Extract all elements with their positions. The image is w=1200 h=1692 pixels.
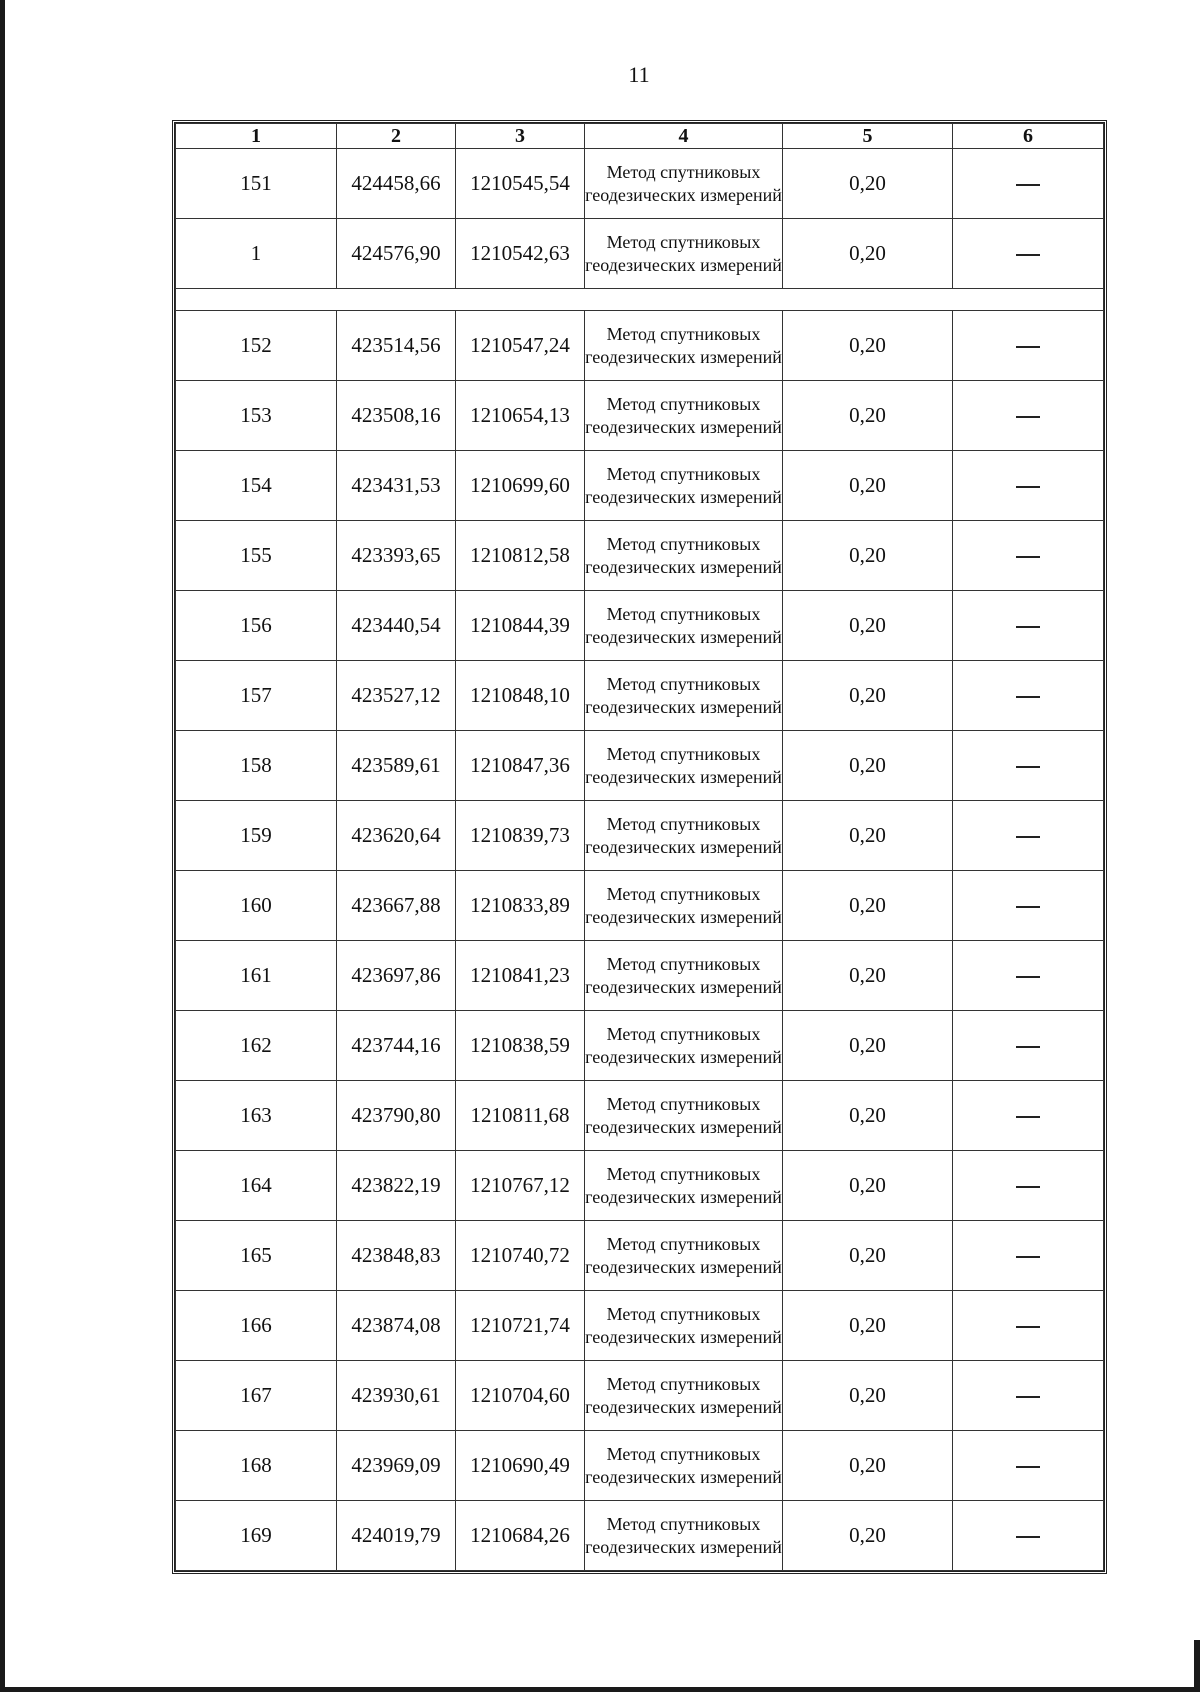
method-cell: Метод спутниковых геодезических измерений xyxy=(585,451,783,521)
x-coordinate-cell: 424019,79 xyxy=(337,1501,456,1571)
note-cell xyxy=(953,1431,1104,1501)
note-cell xyxy=(953,219,1104,289)
x-coordinate-cell: 423697,86 xyxy=(337,941,456,1011)
point-number-cell: 163 xyxy=(176,1081,337,1151)
column-header-2: 2 xyxy=(337,124,456,149)
y-coordinate-cell: 1210704,60 xyxy=(456,1361,585,1431)
method-cell: Метод спутниковых геодезических измерений xyxy=(585,219,783,289)
column-header-5: 5 xyxy=(783,124,953,149)
table-row xyxy=(176,871,1104,941)
column-header-6: 6 xyxy=(953,124,1104,149)
dash-icon xyxy=(1016,1396,1040,1398)
point-number-cell: 162 xyxy=(176,1011,337,1081)
scan-edge-corner xyxy=(1194,1640,1200,1692)
point-number-cell: 1 xyxy=(176,219,337,289)
section-separator-cell xyxy=(176,289,1104,311)
accuracy-cell: 0,20 xyxy=(783,661,953,731)
x-coordinate-cell: 423393,65 xyxy=(337,521,456,591)
y-coordinate-cell: 1210844,39 xyxy=(456,591,585,661)
scan-edge-bottom xyxy=(0,1687,1200,1692)
dash-icon xyxy=(1016,346,1040,348)
x-coordinate-cell: 423930,61 xyxy=(337,1361,456,1431)
accuracy-cell: 0,20 xyxy=(783,1221,953,1291)
dash-icon xyxy=(1016,1256,1040,1258)
table-row xyxy=(176,1011,1104,1081)
accuracy-cell: 0,20 xyxy=(783,801,953,871)
y-coordinate-cell: 1210542,63 xyxy=(456,219,585,289)
method-cell: Метод спутниковых геодезических измерений xyxy=(585,1361,783,1431)
dash-icon xyxy=(1016,486,1040,488)
point-number-cell: 151 xyxy=(176,149,337,219)
table-row xyxy=(176,311,1104,381)
accuracy-cell: 0,20 xyxy=(783,1361,953,1431)
dash-icon xyxy=(1016,556,1040,558)
point-number-cell: 164 xyxy=(176,1151,337,1221)
table-row xyxy=(176,1431,1104,1501)
table-header-row xyxy=(176,124,1104,149)
page-number: 11 xyxy=(628,62,650,87)
accuracy-cell: 0,20 xyxy=(783,1011,953,1081)
accuracy-cell: 0,20 xyxy=(783,219,953,289)
point-number-cell: 160 xyxy=(176,871,337,941)
x-coordinate-cell: 423440,54 xyxy=(337,591,456,661)
table-row xyxy=(176,149,1104,219)
x-coordinate-cell: 423589,61 xyxy=(337,731,456,801)
point-number-cell: 159 xyxy=(176,801,337,871)
x-coordinate-cell: 423874,08 xyxy=(337,1291,456,1361)
dash-icon xyxy=(1016,836,1040,838)
dash-icon xyxy=(1016,254,1040,256)
y-coordinate-cell: 1210838,59 xyxy=(456,1011,585,1081)
accuracy-cell: 0,20 xyxy=(783,149,953,219)
table-row xyxy=(176,1081,1104,1151)
dash-icon xyxy=(1016,184,1040,186)
y-coordinate-cell: 1210684,26 xyxy=(456,1501,585,1571)
table-row xyxy=(176,1501,1104,1571)
note-cell xyxy=(953,661,1104,731)
table-row xyxy=(176,1151,1104,1221)
x-coordinate-cell: 423790,80 xyxy=(337,1081,456,1151)
dash-icon xyxy=(1016,766,1040,768)
note-cell xyxy=(953,1151,1104,1221)
dash-icon xyxy=(1016,906,1040,908)
table-row xyxy=(176,1361,1104,1431)
y-coordinate-cell: 1210740,72 xyxy=(456,1221,585,1291)
method-cell: Метод спутниковых геодезических измерений xyxy=(585,871,783,941)
y-coordinate-cell: 1210721,74 xyxy=(456,1291,585,1361)
y-coordinate-cell: 1210841,23 xyxy=(456,941,585,1011)
note-cell xyxy=(953,1361,1104,1431)
method-cell: Метод спутниковых геодезических измерений xyxy=(585,1501,783,1571)
point-number-cell: 169 xyxy=(176,1501,337,1571)
dash-icon xyxy=(1016,416,1040,418)
coordinates-table-frame xyxy=(172,120,1107,1574)
point-number-cell: 153 xyxy=(176,381,337,451)
accuracy-cell: 0,20 xyxy=(783,381,953,451)
y-coordinate-cell: 1210812,58 xyxy=(456,521,585,591)
point-number-cell: 166 xyxy=(176,1291,337,1361)
y-coordinate-cell: 1210545,54 xyxy=(456,149,585,219)
table-row xyxy=(176,1221,1104,1291)
note-cell xyxy=(953,311,1104,381)
note-cell xyxy=(953,801,1104,871)
method-cell: Метод спутниковых геодезических измерений xyxy=(585,731,783,801)
x-coordinate-cell: 423667,88 xyxy=(337,871,456,941)
point-number-cell: 168 xyxy=(176,1431,337,1501)
method-cell: Метод спутниковых геодезических измерений xyxy=(585,591,783,661)
note-cell xyxy=(953,1011,1104,1081)
point-number-cell: 155 xyxy=(176,521,337,591)
dash-icon xyxy=(1016,976,1040,978)
note-cell xyxy=(953,149,1104,219)
y-coordinate-cell: 1210547,24 xyxy=(456,311,585,381)
section-separator-row xyxy=(176,289,1104,311)
accuracy-cell: 0,20 xyxy=(783,591,953,661)
note-cell xyxy=(953,941,1104,1011)
x-coordinate-cell: 423508,16 xyxy=(337,381,456,451)
method-cell: Метод спутниковых геодезических измерений xyxy=(585,1011,783,1081)
x-coordinate-cell: 423969,09 xyxy=(337,1431,456,1501)
y-coordinate-cell: 1210767,12 xyxy=(456,1151,585,1221)
accuracy-cell: 0,20 xyxy=(783,1291,953,1361)
table-row xyxy=(176,451,1104,521)
method-cell: Метод спутниковых геодезических измерений xyxy=(585,1151,783,1221)
scan-edge-left xyxy=(0,0,5,1692)
dash-icon xyxy=(1016,1466,1040,1468)
x-coordinate-cell: 424576,90 xyxy=(337,219,456,289)
note-cell xyxy=(953,731,1104,801)
y-coordinate-cell: 1210811,68 xyxy=(456,1081,585,1151)
accuracy-cell: 0,20 xyxy=(783,451,953,521)
table-row xyxy=(176,521,1104,591)
table-row xyxy=(176,219,1104,289)
table-row xyxy=(176,1291,1104,1361)
method-cell: Метод спутниковых геодезических измерений xyxy=(585,521,783,591)
point-number-cell: 165 xyxy=(176,1221,337,1291)
y-coordinate-cell: 1210654,13 xyxy=(456,381,585,451)
coordinates-table xyxy=(175,123,1104,1571)
note-cell xyxy=(953,521,1104,591)
dash-icon xyxy=(1016,1326,1040,1328)
point-number-cell: 157 xyxy=(176,661,337,731)
note-cell xyxy=(953,1291,1104,1361)
point-number-cell: 167 xyxy=(176,1361,337,1431)
note-cell xyxy=(953,381,1104,451)
y-coordinate-cell: 1210848,10 xyxy=(456,661,585,731)
point-number-cell: 152 xyxy=(176,311,337,381)
method-cell: Метод спутниковых геодезических измерений xyxy=(585,149,783,219)
method-cell: Метод спутниковых геодезических измерений xyxy=(585,1221,783,1291)
column-header-3: 3 xyxy=(456,124,585,149)
accuracy-cell: 0,20 xyxy=(783,1151,953,1221)
accuracy-cell: 0,20 xyxy=(783,1501,953,1571)
method-cell: Метод спутниковых геодезических измерений xyxy=(585,381,783,451)
x-coordinate-cell: 424458,66 xyxy=(337,149,456,219)
note-cell xyxy=(953,1501,1104,1571)
accuracy-cell: 0,20 xyxy=(783,311,953,381)
accuracy-cell: 0,20 xyxy=(783,731,953,801)
method-cell: Метод спутниковых геодезических измерений xyxy=(585,1291,783,1361)
table-row xyxy=(176,591,1104,661)
y-coordinate-cell: 1210839,73 xyxy=(456,801,585,871)
accuracy-cell: 0,20 xyxy=(783,521,953,591)
table-row xyxy=(176,801,1104,871)
method-cell: Метод спутниковых геодезических измерений xyxy=(585,801,783,871)
note-cell xyxy=(953,1081,1104,1151)
note-cell xyxy=(953,871,1104,941)
note-cell xyxy=(953,591,1104,661)
note-cell xyxy=(953,451,1104,521)
accuracy-cell: 0,20 xyxy=(783,941,953,1011)
x-coordinate-cell: 423620,64 xyxy=(337,801,456,871)
method-cell: Метод спутниковых геодезических измерений xyxy=(585,1081,783,1151)
dash-icon xyxy=(1016,1116,1040,1118)
x-coordinate-cell: 423514,56 xyxy=(337,311,456,381)
note-cell xyxy=(953,1221,1104,1291)
dash-icon xyxy=(1016,696,1040,698)
table-row xyxy=(176,661,1104,731)
y-coordinate-cell: 1210690,49 xyxy=(456,1431,585,1501)
table-row xyxy=(176,941,1104,1011)
column-header-1: 1 xyxy=(176,124,337,149)
method-cell: Метод спутниковых геодезических измерений xyxy=(585,661,783,731)
table-row xyxy=(176,381,1104,451)
dash-icon xyxy=(1016,1186,1040,1188)
point-number-cell: 158 xyxy=(176,731,337,801)
table-body xyxy=(176,149,1104,1571)
dash-icon xyxy=(1016,626,1040,628)
accuracy-cell: 0,20 xyxy=(783,871,953,941)
y-coordinate-cell: 1210699,60 xyxy=(456,451,585,521)
x-coordinate-cell: 423744,16 xyxy=(337,1011,456,1081)
x-coordinate-cell: 423431,53 xyxy=(337,451,456,521)
method-cell: Метод спутниковых геодезических измерений xyxy=(585,941,783,1011)
accuracy-cell: 0,20 xyxy=(783,1431,953,1501)
point-number-cell: 156 xyxy=(176,591,337,661)
method-cell: Метод спутниковых геодезических измерений xyxy=(585,311,783,381)
table-row xyxy=(176,731,1104,801)
x-coordinate-cell: 423822,19 xyxy=(337,1151,456,1221)
point-number-cell: 161 xyxy=(176,941,337,1011)
method-cell: Метод спутниковых геодезических измерений xyxy=(585,1431,783,1501)
accuracy-cell: 0,20 xyxy=(783,1081,953,1151)
point-number-cell: 154 xyxy=(176,451,337,521)
dash-icon xyxy=(1016,1536,1040,1538)
y-coordinate-cell: 1210847,36 xyxy=(456,731,585,801)
x-coordinate-cell: 423848,83 xyxy=(337,1221,456,1291)
x-coordinate-cell: 423527,12 xyxy=(337,661,456,731)
dash-icon xyxy=(1016,1046,1040,1048)
column-header-4: 4 xyxy=(585,124,783,149)
y-coordinate-cell: 1210833,89 xyxy=(456,871,585,941)
